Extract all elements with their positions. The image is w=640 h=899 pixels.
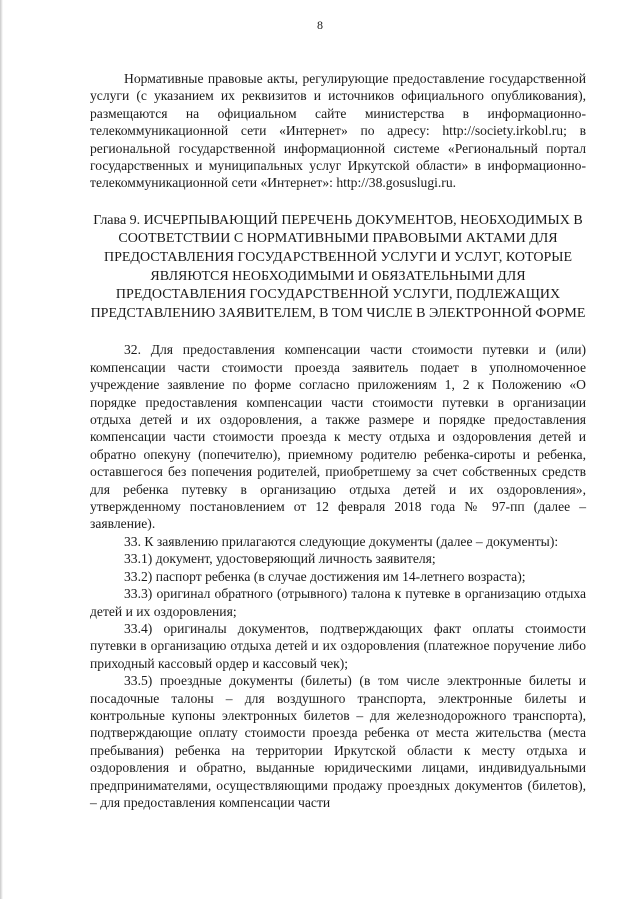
scan-edge-shadow xyxy=(0,0,3,899)
list-item-33-5: 33.5) проездные документы (билеты) (в том числе электронные билеты и посадочные талоны – для воздушного транспорта, электронные билеты и контрольные купоны электронных билетов – для железнодорожного транспорта), подтверждающие оплату стоимости проезда ребенка от места жительства (места пребывания) ребенка на территории Иркутской области к месту отдыха и оздоровления и обратно, выданные юридическими лицами, индивидуальными предпринимателями, осуществляющими продажу проездных документов (билетов), – для предоставления компенсации части xyxy=(90,673,586,810)
section-32-paragraph: 32. Для предоставления компенсации части стоимости путевки и (или) компенсации части стоимости проезда заявитель подает в уполномоченное учреждение заявление по форме согласно приложениям 1, 2 к Положению «О порядке предоставления компенсации части стоимости путевки в организации отдыха детей и их оздоровления, а также размере и порядке предоставления компенсации части стоимости проезда к месту отдыха и оздоровления детей и обратно опекуну (попечителю), приемному родителю ребенка-сироты и ребенка, оставшегося без попечения родителей, приобретшему за счет собственных средств для ребенка путевку в организацию отдыха детей и их оздоровления», утвержденному постановлением от 12 февраля 2018 года № 97-пп (далее – заявление). xyxy=(90,342,586,532)
list-item-33-2: 33.2) паспорт ребенка (в случае достижения им 14-летнего возраста); xyxy=(124,568,526,584)
page-number: 8 xyxy=(317,18,323,32)
section-33-paragraph: 33. К заявлению прилагаются следующие документы (далее – документы): xyxy=(124,533,559,549)
list-item-33-3: 33.3) оригинал обратного (отрывного) талона к путевке в организацию отдыха детей и их оздоровления; xyxy=(90,586,586,619)
list-item-33-4: 33.4) оригиналы документов, подтверждающих факт оплаты стоимости путевки в организацию отдыха детей и их оздоровления (платежное поручение либо приходный кассовый ордер и кассовый чек); xyxy=(90,620,586,671)
page-content xyxy=(90,70,586,811)
chapter-heading: Глава 9. ИСЧЕРПЫВАЮЩИЙ ПЕРЕЧЕНЬ ДОКУМЕНТОВ, НЕОБХОДИМЫХ В СООТВЕТСТВИИ С НОРМАТИВНЫМИ ПРАВОВЫМИ АКТАМИ ДЛЯ ПРЕДОСТАВЛЕНИЯ ГОСУДАРСТВЕННОЙ УСЛУГИ И УСЛУГ, КОТОРЫЕ ЯВЛЯЮТСЯ НЕОБХОДИМЫМИ И ОБЯЗАТЕЛЬНЫМИ ДЛЯ ПРЕДОСТАВЛЕНИЯ ГОСУДАРСТВЕННОЙ УСЛУГИ, ПОДЛЕЖАЩИХ ПРЕДСТАВЛЕНИЮ ЗАЯВИТЕЛЕМ, В ТОМ ЧИСЛЕ В ЭЛЕКТРОННОЙ ФОРМЕ xyxy=(90,212,586,321)
intro-paragraph: Нормативные правовые акты, регулирующие предоставление государственной услуги (с указанием их реквизитов и источников официального опубликования), размещаются на официальном сайте министерства в информационно-телекоммуникационной сети «Интернет» по адресу: http://society.irkobl.ru; в региональной государственной информационной системе «Региональный портал государственных и муниципальных услуг Иркутской области» в информационно-телекоммуникационной сети «Интернет»: http://38.gosuslugi.ru. xyxy=(90,71,586,191)
list-item-33-1: 33.1) документ, удостоверяющий личность заявителя; xyxy=(124,551,436,567)
